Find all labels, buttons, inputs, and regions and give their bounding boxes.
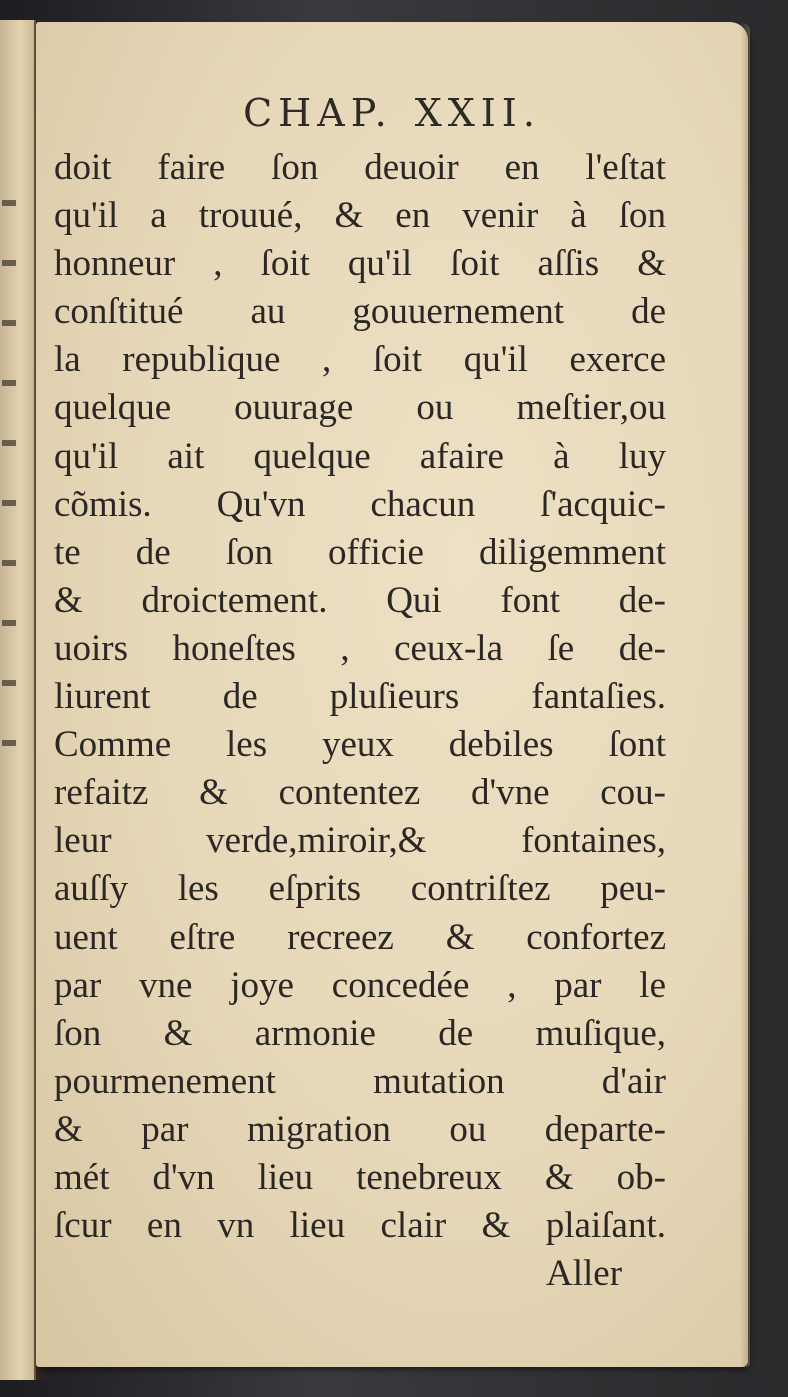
text-line: qu'il ait quelque afaire à luy bbox=[54, 435, 666, 477]
text-line: uoirs honeſtes , ceux-la ſe de- bbox=[54, 627, 666, 669]
text-line: Comme les yeux debiles ſont bbox=[54, 724, 666, 766]
text-line: liurent de pluſieurs fantaſies. bbox=[54, 676, 666, 718]
text-line: leur verde,miroir,& fontaines, bbox=[54, 820, 666, 862]
text-line: & par migration ou departe- bbox=[54, 1108, 666, 1150]
text-line: cõmis. Qu'vn chacun ſ'acquic- bbox=[54, 483, 666, 525]
page-edge bbox=[740, 22, 750, 1367]
book-page bbox=[36, 22, 748, 1367]
text-line: & droictement. Qui font de- bbox=[54, 579, 666, 621]
text-line: auſſy les eſprits contriſtez peu- bbox=[54, 868, 666, 910]
facing-page-text-fragments bbox=[2, 150, 16, 750]
text-block bbox=[54, 144, 666, 1250]
chapter-number: XXII. bbox=[414, 91, 541, 135]
text-line: pourmenement mutation d'air bbox=[54, 1060, 666, 1102]
text-line: te de ſon officie diligemment bbox=[54, 531, 666, 573]
text-line: quelque ouurage ou meſtier,ou bbox=[54, 387, 666, 429]
text-line: ſcur en vn lieu clair & plaiſant. bbox=[54, 1205, 666, 1247]
text-line: conſtitué au gouuernement de bbox=[54, 291, 666, 333]
catchword: Aller bbox=[546, 1253, 623, 1294]
chapter-label: CHAP. bbox=[243, 91, 393, 135]
facing-page-edge bbox=[0, 20, 36, 1380]
text-line: la republique , ſoit qu'il exerce bbox=[54, 339, 666, 381]
text-line: doit faire ſon deuoir en l'eſtat bbox=[54, 147, 666, 188]
text-line: uent eſtre recreez & confortez bbox=[54, 916, 666, 958]
running-head bbox=[36, 91, 748, 135]
text-line: refaitz & contentez d'vne cou- bbox=[54, 772, 666, 814]
text-line: honneur , ſoit qu'il ſoit aſſis & bbox=[54, 243, 666, 285]
text-line: par vne joye concedée , par le bbox=[54, 964, 666, 1006]
text-line: mét d'vn lieu tenebreux & ob- bbox=[54, 1156, 666, 1198]
text-line: ſon & armonie de muſique, bbox=[54, 1012, 666, 1054]
text-line: qu'il a trouué, & en venir à ſon bbox=[54, 195, 666, 237]
